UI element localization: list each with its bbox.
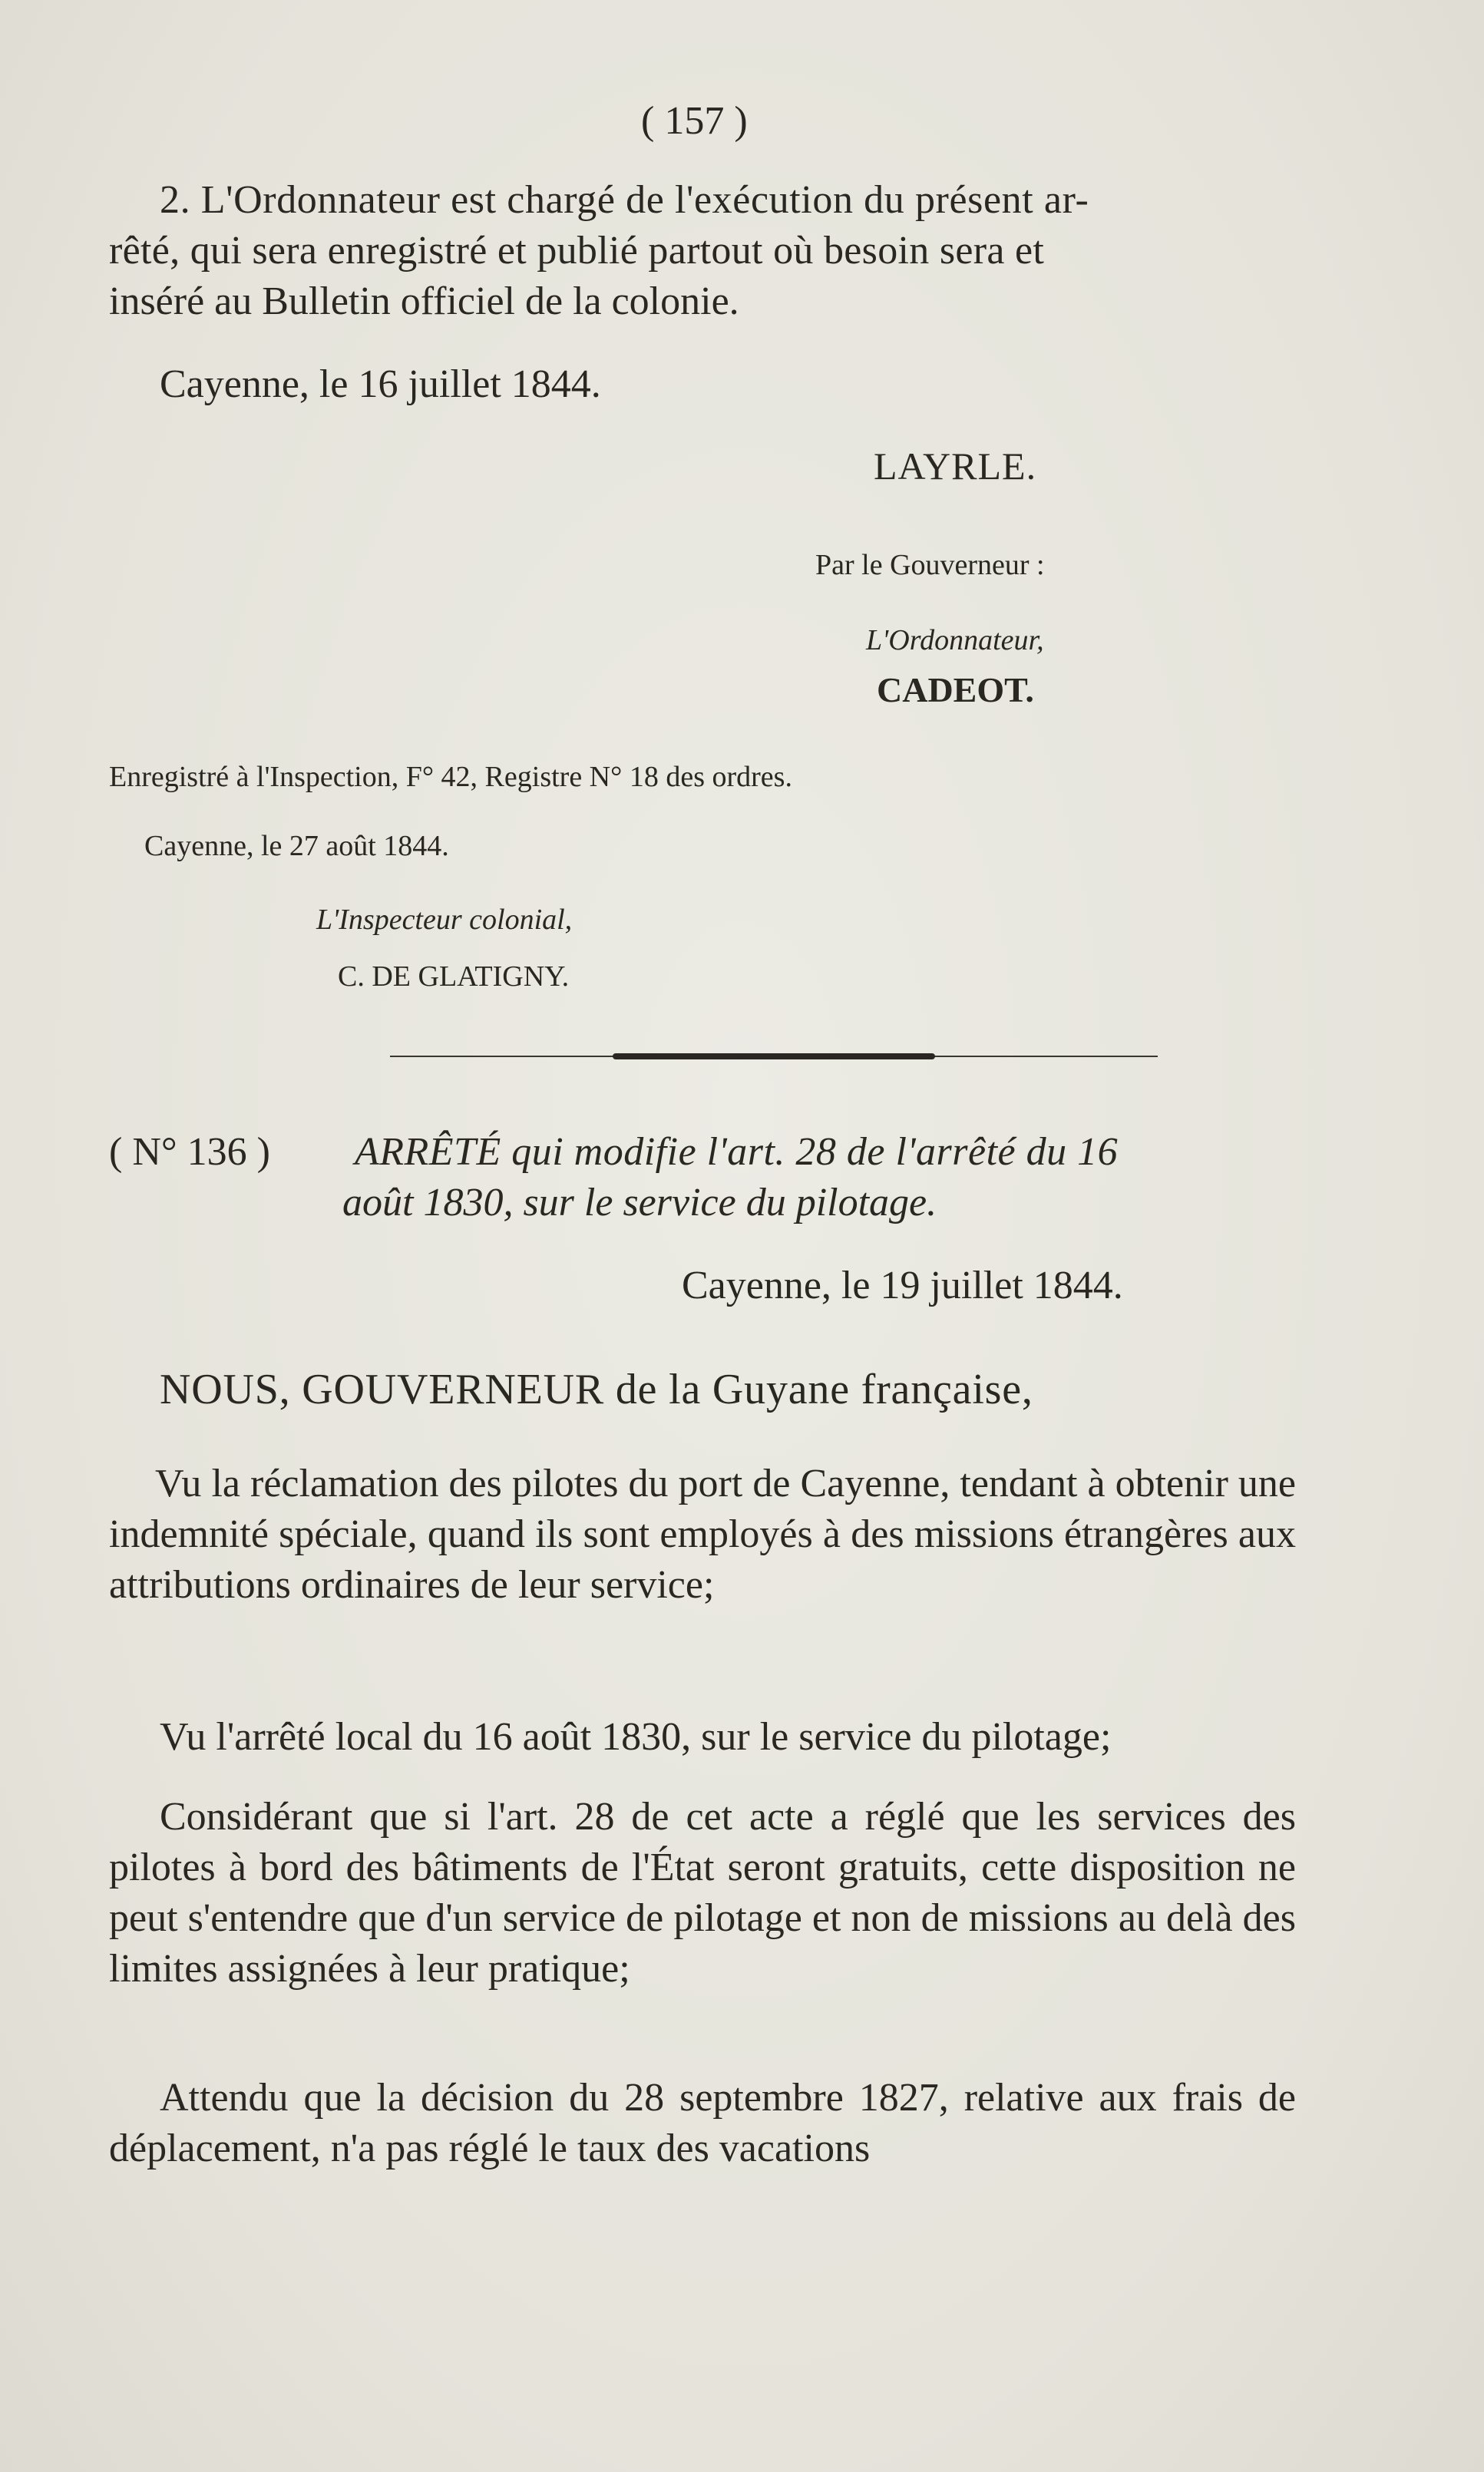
- decree-number: ( N° 136 ): [109, 1130, 270, 1174]
- article-2-line-2: rêté, qui sera enregistré et publié partout où besoin sera et: [109, 229, 1045, 273]
- article-2-line-3: inséré au Bulletin officiel de la colonie.: [109, 279, 739, 323]
- preamble: NOUS, GOUVERNEUR de la Guyane française,: [160, 1366, 1033, 1413]
- considerant-4: Attendu que la décision du 28 septembre 1827, relative aux frais de déplacement, n'a pas réglé le taux des vacations: [109, 2076, 1296, 2170]
- by-governor-label: Par le Gouverneur :: [815, 549, 1045, 581]
- governor-signature: LAYRLE.: [874, 444, 1037, 487]
- ordonnateur-name: CADEOT.: [877, 670, 1034, 709]
- divider-thick-line: [613, 1053, 935, 1059]
- signing-date: Cayenne, le 16 juillet 1844.: [160, 362, 601, 406]
- considerant-1: Vu la réclamation des pilotes du port de Cayenne, tendant à obtenir une indemnité spéciale, quand ils sont employés à des missions étrangères aux attributions ordinaires de leur service;: [109, 1462, 1296, 1607]
- page-number: ( 157 ): [641, 99, 748, 143]
- inspector-title: L'Inspecteur colonial,: [316, 904, 573, 936]
- considerant-2: Vu l'arrêté local du 16 août 1830, sur le service du pilotage;: [160, 1715, 1112, 1759]
- section-divider: [390, 1052, 1158, 1059]
- inspector-name: C. DE GLATIGNY.: [338, 960, 570, 993]
- ordonnateur-title: L'Ordonnateur,: [866, 624, 1044, 656]
- article-2-line-1: 2. L'Ordonnateur est chargé de l'exécution du présent ar-: [160, 178, 1089, 222]
- decree-date: Cayenne, le 19 juillet 1844.: [682, 1264, 1123, 1307]
- decree-title-line-2: août 1830, sur le service du pilotage.: [342, 1181, 937, 1224]
- registration-note: Enregistré à l'Inspection, F° 42, Registre N° 18 des ordres.: [109, 761, 792, 793]
- considerant-3: Considérant que si l'art. 28 de cet acte a réglé que les services des pilotes à bord des bâtiments de l'État seront gratuits, cette disposition ne peut s'entendre que d'un service de pilotage et non de missions au delà des limites assignées à leur pratique;: [109, 1795, 1296, 1991]
- registration-date: Cayenne, le 27 août 1844.: [144, 830, 449, 862]
- decree-title-line-1: ARRÊTÉ qui modifie l'art. 28 de l'arrêté du 16: [355, 1130, 1119, 1174]
